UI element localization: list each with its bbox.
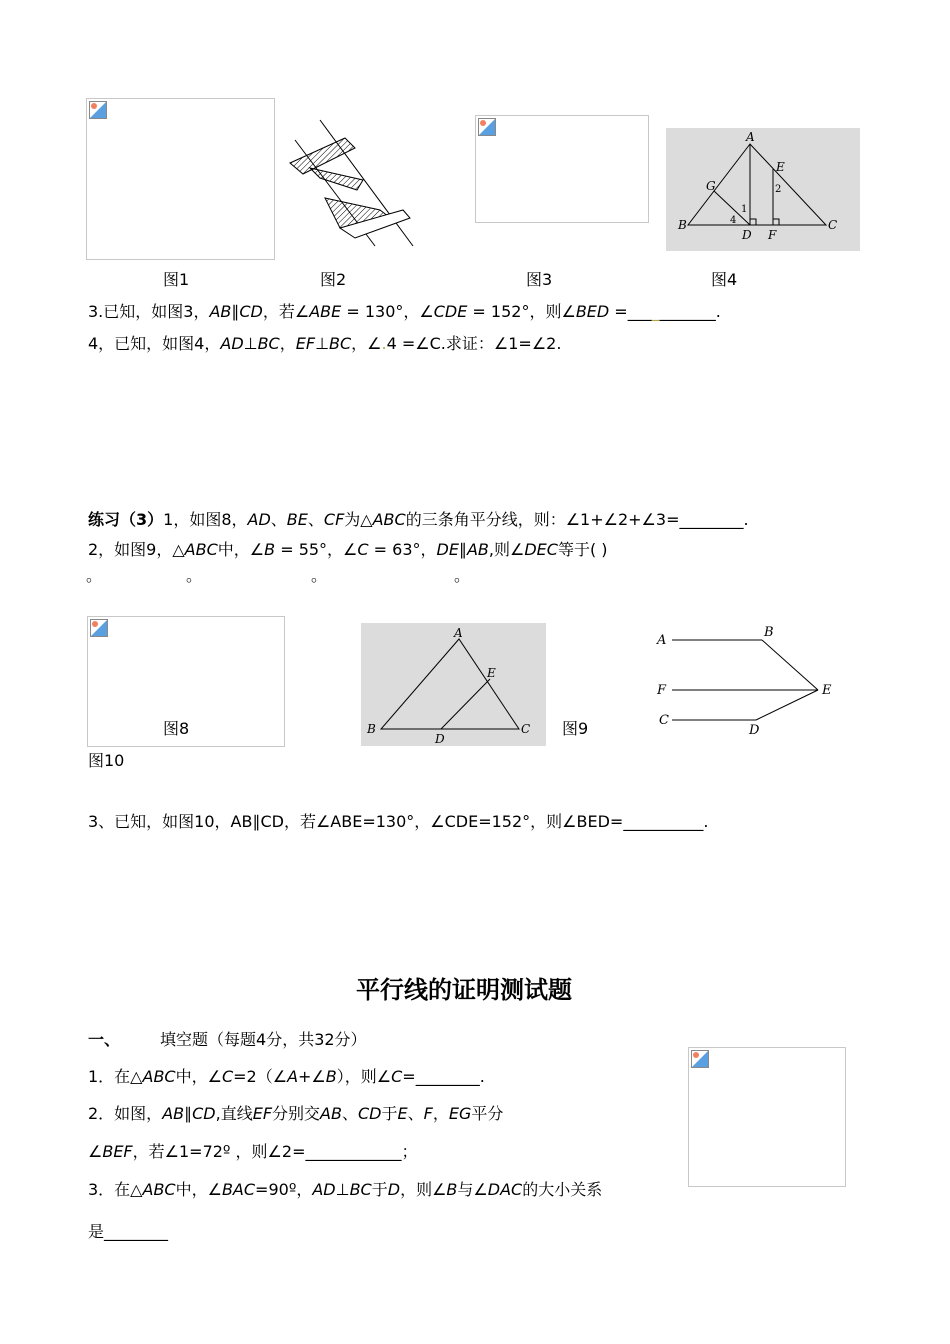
fig10-label-b: B (764, 625, 774, 640)
broken-image-icon (478, 118, 496, 136)
fig10-label-e: E (822, 683, 832, 698)
fig4-label-2: 2 (775, 184, 782, 195)
fig9-label-e: E (487, 666, 496, 680)
test-question-3-line1: 3．在△ABC中，∠BAC=90º，AD⊥BC于D，则∠B与∠DAC的大小关系 (88, 1180, 603, 1199)
test-question-2-line2: ∠BEF，若∠1=72º ，则∠2=____________； (88, 1142, 418, 1161)
circle-mark-2: 。 (186, 566, 203, 585)
question-3-mid: 3、已知，如图10，AB∥CD，若∠ABE=130°，∠CDE=152°，则∠BED=__________. (88, 812, 709, 831)
figure1-image-placeholder (86, 98, 275, 260)
fig4-label-d: D (742, 228, 752, 242)
broken-image-icon (90, 619, 108, 637)
figure10-diagram (652, 622, 842, 742)
test-question-2-line1: 2．如图，AB∥CD,直线EF分别交AB、CD于E、F，EG平分 (88, 1104, 504, 1123)
figure4-diagram (666, 128, 860, 251)
fig4-label-b: B (678, 218, 687, 232)
fig4-label-f: F (768, 228, 777, 242)
fig9-label-a: A (454, 626, 463, 640)
caption-fig4: 图4 (711, 270, 738, 289)
fig9-label-b: B (367, 722, 376, 736)
circle-mark-3: 。 (311, 566, 328, 585)
question-4-top: 4，已知，如图4，AD⊥BC，EF⊥BC，∠.4 =∠C.求证：∠1=∠2. (88, 334, 562, 353)
fig10-label-a: A (657, 633, 667, 648)
test-question-3-line2: 是________ (88, 1222, 169, 1241)
broken-image-icon (89, 101, 107, 119)
figure3-image-placeholder (475, 115, 649, 223)
fig4-label-c: C (828, 218, 838, 232)
section-heading: 一、 填空题（每题4分，共32分） (88, 1030, 367, 1049)
fig10-label-c: C (659, 713, 669, 728)
figure2-parallel-strips (285, 118, 420, 250)
fig10-label-d: D (749, 723, 760, 738)
caption-fig9: 图9 (562, 719, 589, 738)
fig9-label-d: D (435, 732, 445, 746)
circle-mark-1: 。 (86, 566, 103, 585)
page-title: 平行线的证明测试题 (356, 976, 572, 1004)
practice3-question-1: 练习（3）1，如图8，AD、BE、CF为△ABC的三条角平分线，则：∠1+∠2+∠3=________. (88, 510, 749, 529)
caption-fig1: 图1 (163, 270, 190, 289)
caption-fig3: 图3 (526, 270, 553, 289)
test-figure-image-placeholder (688, 1047, 846, 1187)
fig4-label-4: 4 (730, 215, 737, 226)
caption-fig10: 图10 (88, 751, 125, 770)
question-3-top: 3.已知，如图3，AB∥CD，若∠ABE = 130°，∠CDE = 152°，则∠BED =___________. (88, 302, 721, 321)
caption-fig8: 图8 (163, 719, 190, 738)
figure9-diagram (361, 623, 546, 746)
test-question-1: 1．在△ABC中，∠C=2（∠A+∠B），则∠C=________. (88, 1067, 485, 1086)
circle-mark-4: 。 (454, 566, 471, 585)
fig4-label-e: E (776, 160, 785, 174)
fig4-label-g: G (706, 179, 716, 193)
fig9-label-c: C (521, 722, 531, 736)
practice3-question-2: 2，如图9，△ABC中，∠B = 55°，∠C = 63°，DE∥AB,则∠DEC等于( ) (88, 540, 608, 559)
fig4-label-a: A (746, 130, 755, 144)
broken-image-icon (691, 1050, 709, 1068)
fig4-label-1: 1 (741, 204, 748, 215)
caption-fig2: 图2 (320, 270, 347, 289)
fig10-label-f: F (657, 683, 667, 698)
